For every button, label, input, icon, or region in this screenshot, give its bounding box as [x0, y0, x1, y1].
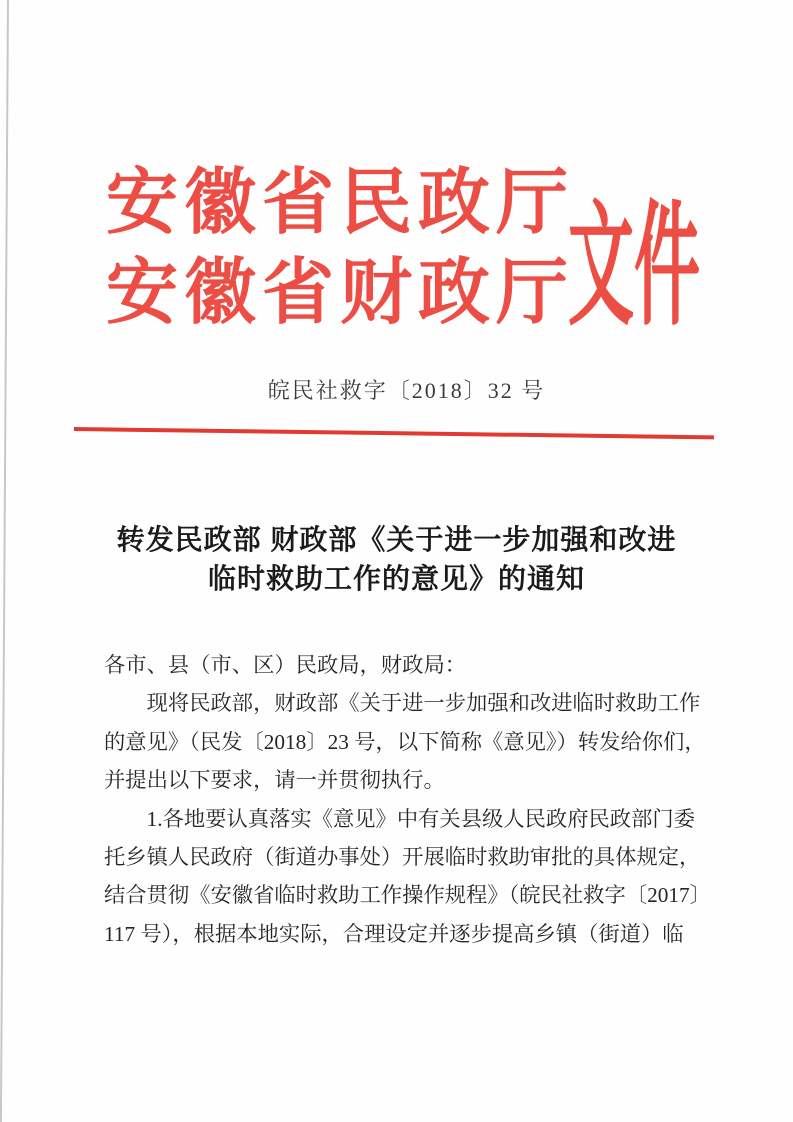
doc-number: 皖民社救字〔2018〕32 号 — [267, 378, 546, 403]
body-text-line: 各市、县（市、区）民政局，财政局： — [104, 653, 467, 677]
body-text-line: 的意见》（民发〔2018〕23 号，以下简称《意见》）转发给你们， — [104, 729, 706, 754]
body-text-line: 现将民政部，财政部《关于进一步加强和改进临时救助工作 — [146, 691, 701, 716]
title-line1: 转发民政部 财政部《关于进一步加强和改进 — [116, 524, 677, 555]
org-name-line1: 安徽省民政厅 — [106, 163, 575, 243]
red-divider-line — [74, 427, 714, 439]
org-name-line2: 安徽省财政厅 — [106, 253, 575, 333]
body-text-line: 117 号），根据本地实际，合理设定并逐步提高乡镇（街道）临 — [104, 921, 684, 946]
body-text-line: 托乡镇人民政府（街道办事处）开展临时救助审批的具体规定， — [104, 845, 701, 870]
body-text-line: 结合贯彻《安徽省临时救助工作操作规程》（皖民社救字〔2017〕 — [104, 883, 711, 908]
body-text-line: 1.各地要认真落实《意见》中有关县级人民政府民政部门委 — [146, 806, 695, 831]
document-title — [0, 520, 793, 598]
body-text-line: 并提出以下要求，请一并贯彻执行。 — [104, 768, 445, 793]
document-body — [104, 646, 724, 953]
header-org-block — [106, 158, 574, 338]
doc-type-label: 文件 — [568, 191, 700, 342]
title-line2: 临时救助工作的意见》的通知 — [207, 563, 585, 594]
